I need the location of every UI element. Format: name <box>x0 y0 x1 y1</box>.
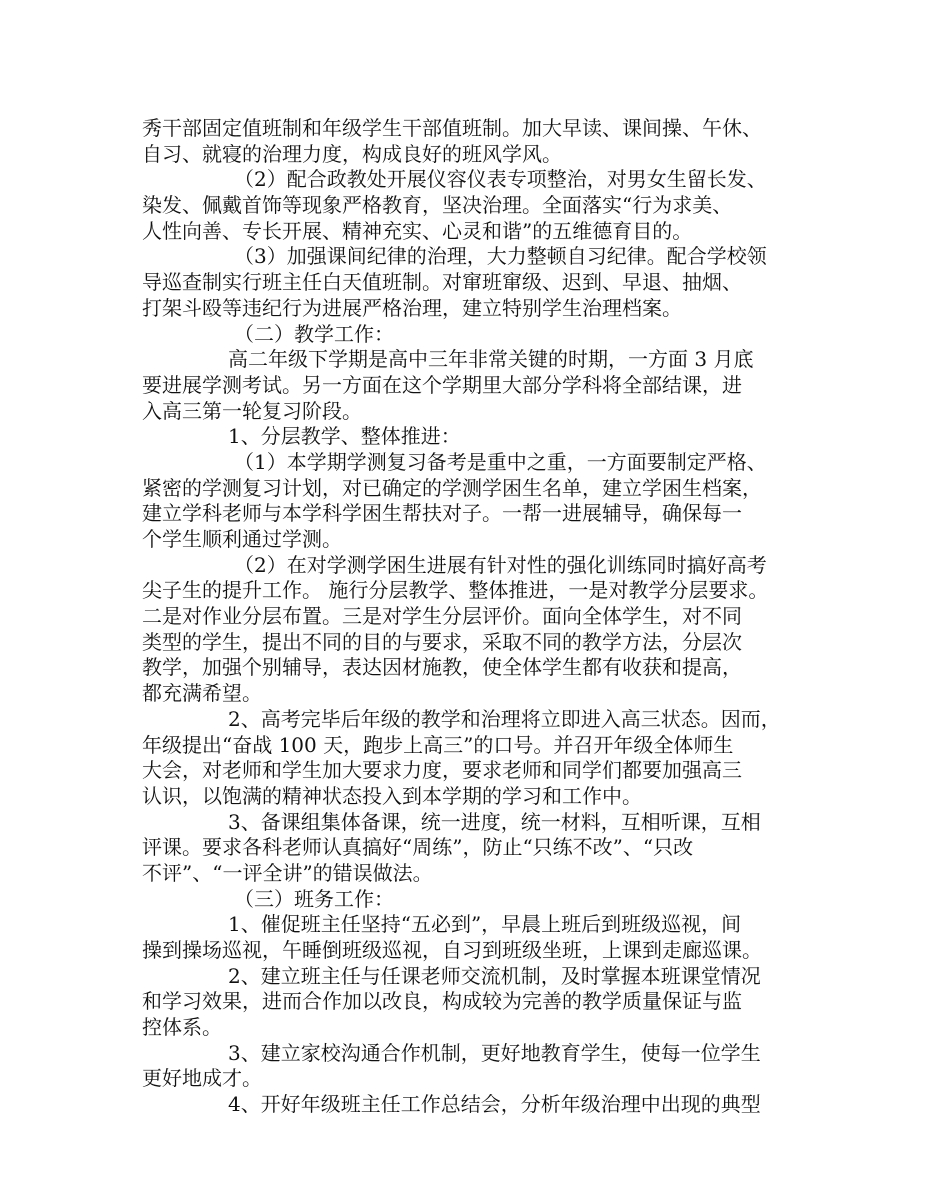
text-line: 评课。要求各科老师认真搞好“周练”，防止“只练不改”、“只改 <box>142 835 694 860</box>
section-heading: （三）班务工作： <box>234 886 394 911</box>
text-line: （3）加强课间纪律的治理，大力整顿自习纪律。配合学校领 <box>234 244 767 269</box>
text-line: 入高三第一轮复习阶段。 <box>142 398 362 423</box>
text-line: 大会，对老师和学生加大要求力度，要求老师和同学们都要加强高三 <box>142 758 742 783</box>
text-line: 类型的学生，提出不同的目的与要求，采取不同的教学方法，分层次 <box>142 629 742 654</box>
text-line: 不评”、“一评全讲”的错误做法。 <box>142 860 433 885</box>
text-line: 导巡查制实行班主任白天值班制。对窜班窜级、迟到、早退、抽烟、 <box>142 270 742 295</box>
text-line: 二是对作业分层布置。三是对学生分层评价。面向全体学生，对不同 <box>142 604 742 629</box>
text-line: 和学习效果，进而合作加以改良，构成较为完善的教学质量保证与监 <box>142 989 742 1014</box>
subheading: 1、分层教学、整体推进： <box>228 424 461 449</box>
text-line: 4、开好年级班主任工作总结会，分析年级治理中出现的典型 <box>228 1092 761 1117</box>
text-line: 年级提出“奋战 100 天，跑步上高三”的口号。并召开年级全体师生 <box>142 732 734 757</box>
text-line: 操到操场巡视，午睡倒班级巡视，自习到班级坐班，上课到走廊巡课。 <box>142 938 762 962</box>
text-line: 紧密的学测复习计划，对已确定的学测学困生名单，建立学困生档案， <box>142 475 762 500</box>
text-line: （2）在对学测学困生进展有针对性的强化训练同时搞好高考 <box>234 552 767 577</box>
text-line: 建立学科老师与本学科学困生帮扶对子。一帮一进展辅导，确保每一 <box>142 501 742 526</box>
text-line: 3、建立家校沟通合作机制，更好地教育学生，使每一位学生 <box>228 1040 761 1065</box>
text-line: 更好地成才。 <box>142 1066 262 1091</box>
text-line: （2）配合政教处开展仪容仪表专项整治，对男女生留长发、 <box>234 167 767 192</box>
text-line: 个学生顺利通过学测。 <box>142 527 342 551</box>
text-line: 自习、就寝的治理力度，构成良好的班风学风。 <box>142 141 562 166</box>
text-line: 秀干部固定值班制和年级学生干部值班制。加大早读、课间操、午休、 <box>142 116 762 140</box>
text-line: 3、备课组集体备课，统一进度，统一材料，互相听课，互相 <box>228 809 761 834</box>
text-line: 打架斗殴等违纪行为进展严格治理，建立特别学生治理档案。 <box>142 295 682 320</box>
text-line: 人性向善、专长开展、精神充实、心灵和谐”的五维德育目的。 <box>142 218 693 243</box>
text-line: 2、建立班主任与任课老师交流机制，及时掌握本班课堂情况 <box>228 963 761 988</box>
text-line: 教学，加强个别辅导，表达因材施教，使全体学生都有收获和提高， <box>142 655 742 680</box>
text-line: （1）本学期学测复习备考是重中之重，一方面要制定严格、 <box>234 449 767 474</box>
text-line: 1、催促班主任坚持“五必到”，早晨上班后到班级巡视，间 <box>228 912 742 937</box>
text-line: 都充满希望。 <box>142 681 262 706</box>
text-line: 控体系。 <box>142 1015 222 1040</box>
section-heading: （二）教学工作： <box>234 321 394 346</box>
text-line: 染发、佩戴首饰等现象严格教育，坚决治理。全面落实“行为求美、 <box>142 193 733 218</box>
text-line: 尖子生的提升工作。 施行分层教学、整体推进，一是对教学分层要求。 <box>142 578 769 603</box>
text-line: 要进展学测考试。另一方面在这个学期里大部分学科将全部结课，进 <box>142 372 742 397</box>
document-page <box>142 116 822 1118</box>
text-line: 高二年级下学期是高中三年非常关键的时期，一方面 3 月底 <box>228 347 754 372</box>
text-line: 2、高考完毕后年级的教学和治理将立即进入高三状态。因而， <box>228 706 781 731</box>
text-line: 认识，以饱满的精神状态投入到本学期的学习和工作中。 <box>142 783 642 808</box>
